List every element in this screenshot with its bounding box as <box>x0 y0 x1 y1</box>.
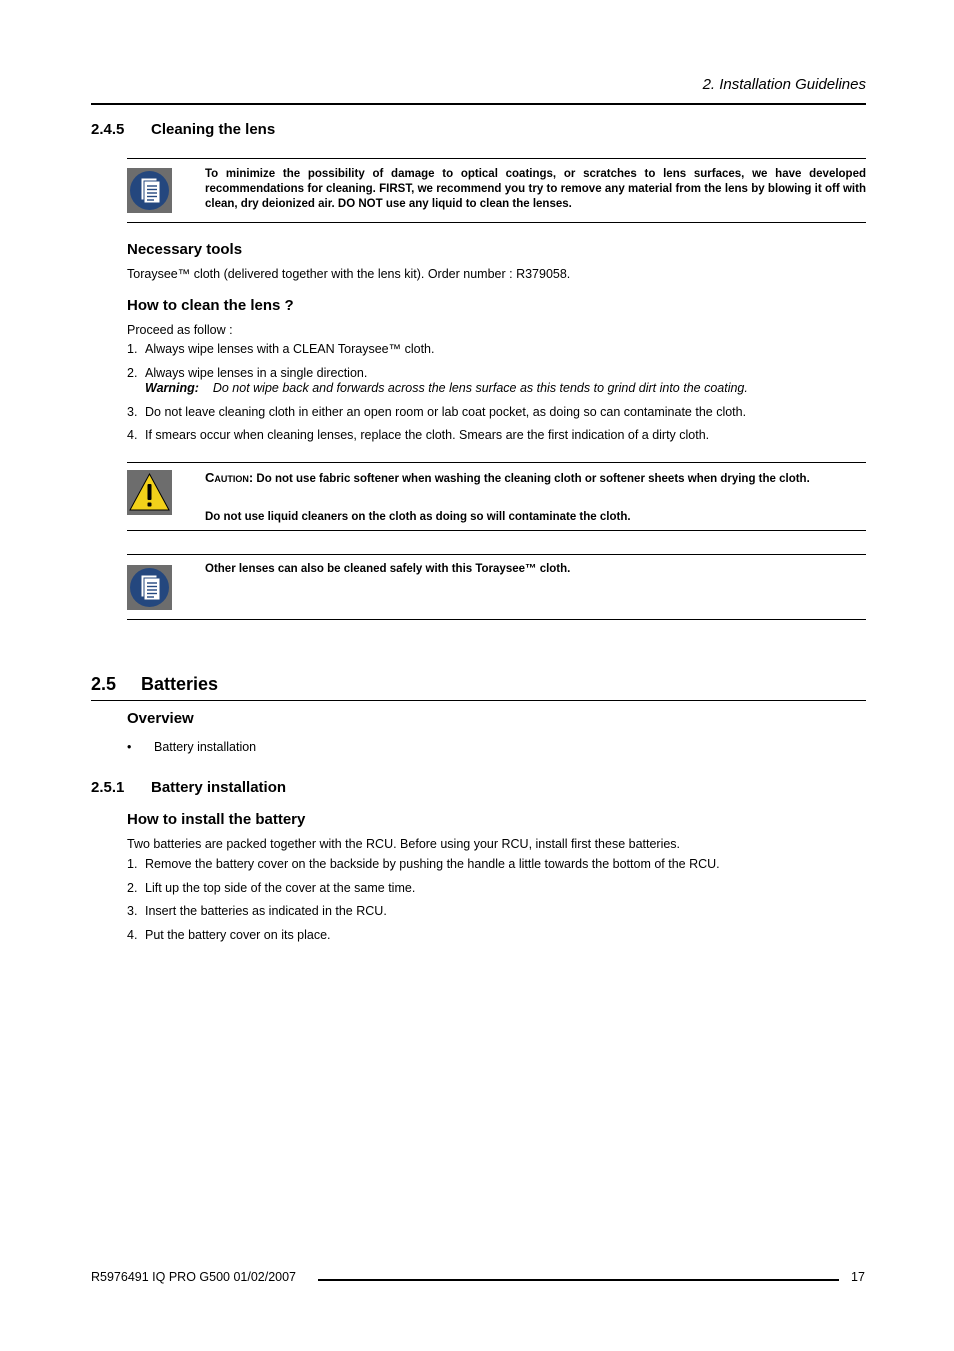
install-intro: Two batteries are packed together with the RCU. Before using your RCU, install first these batteries. <box>127 837 681 851</box>
note-box-cleaning <box>127 158 866 223</box>
header-rule <box>91 103 866 105</box>
warning-label: Warning: <box>145 381 199 395</box>
section-number: 2.4.5 <box>91 121 125 138</box>
section-title: Cleaning the lens <box>151 121 276 138</box>
tools-text: Toraysee™ cloth (delivered together with the lens kit). Order number : R379058. <box>127 267 571 281</box>
proceed-text: Proceed as follow : <box>127 323 233 337</box>
section-heading-2-4-5 <box>91 121 275 138</box>
note-document-icon <box>127 565 172 610</box>
list-item: 1. Always wipe lenses with a CLEAN Toraysee™ cloth. <box>127 342 435 356</box>
section-rule <box>91 700 866 701</box>
list-item: 1. Remove the battery cover on the backside by pushing the handle a little towards the bottom of the RCU. <box>127 857 720 871</box>
subheading-overview: Overview <box>127 710 194 727</box>
section-heading-2-5 <box>91 674 218 695</box>
subheading-necessary-tools: Necessary tools <box>127 241 243 258</box>
caution-warning-icon <box>127 470 172 515</box>
section-heading-2-5-1 <box>91 779 286 796</box>
list-item: 4. If smears occur when cleaning lenses, replace the cloth. Smears are the first indication of a dirty cloth. <box>127 428 710 442</box>
running-header: 2. Installation Guidelines <box>702 76 866 93</box>
caution-text-2: Do not use liquid cleaners on the cloth as doing so will contaminate the cloth. <box>205 511 631 523</box>
page-number: 17 <box>851 1270 865 1284</box>
list-item: 2. Always wipe lenses in a single direction. <box>127 366 368 380</box>
footer-doc-id: R5976491 IQ PRO G500 01/02/2007 <box>91 1270 297 1284</box>
subheading-how-to-clean: How to clean the lens ? <box>127 297 294 314</box>
note-box-other-lenses <box>127 554 866 620</box>
list-item: 4. Put the battery cover on its place. <box>127 928 331 942</box>
list-item: 3. Do not leave cleaning cloth in either an open room or lab coat pocket, as doing so can contaminate the cloth. <box>127 405 747 419</box>
caution-box <box>127 462 866 531</box>
overview-item: Battery installation <box>154 740 257 754</box>
warning-line <box>145 381 748 395</box>
note-text: Other lenses can also be cleaned safely with this Toraysee™ cloth. <box>205 563 571 575</box>
subheading-how-to-install: How to install the battery <box>127 811 306 828</box>
section-number: 2.5 <box>91 674 117 694</box>
footer-rule <box>318 1279 839 1281</box>
section-title: Batteries <box>141 674 219 694</box>
warning-text: Do not wipe back and forwards across the lens surface as this tends to grind dirt into the coating. <box>212 381 748 395</box>
section-number: 2.5.1 <box>91 779 125 796</box>
list-item: 3. Insert the batteries as indicated in the RCU. <box>127 904 387 918</box>
section-title: Battery installation <box>151 779 287 796</box>
caution-text-1: Caution: Do not use fabric softener when washing the cleaning cloth or softener sheets when drying the cloth. <box>205 470 810 485</box>
list-item: 2. Lift up the top side of the cover at the same time. <box>127 881 416 895</box>
note-text: To minimize the possibility of damage to optical coatings, or scratches to lens surfaces, we have developed recommendations for cleaning. FIRST, we recommend you try to remove any material from the lens by blowing it off with clean, dry deionized air. DO NOT use any liquid to clean the lenses. <box>205 168 866 210</box>
note-document-icon <box>127 168 172 213</box>
caution-label: Caution: <box>205 470 254 485</box>
bullet-marker: • <box>127 740 132 754</box>
